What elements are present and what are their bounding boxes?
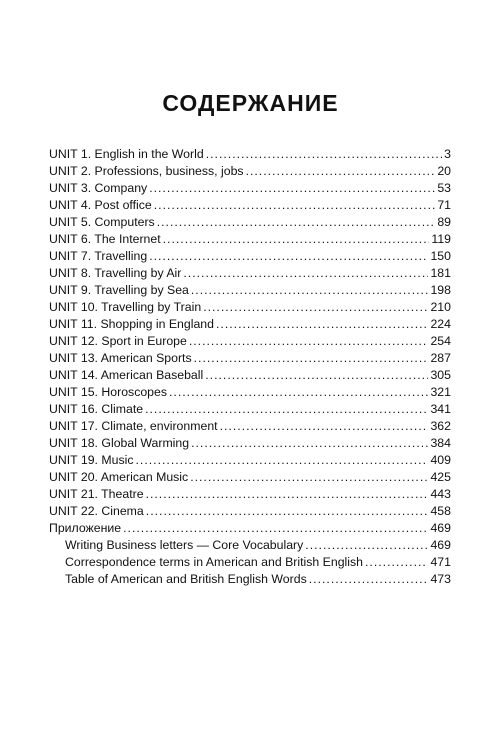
toc-entry-label: Table of American and British English Words <box>65 572 307 586</box>
dot-leader <box>145 401 428 418</box>
toc-page-number: 119 <box>431 232 451 246</box>
dot-leader <box>305 537 428 554</box>
toc-entry <box>49 146 451 163</box>
toc-entry-label: UNIT 9. Travelling by Sea <box>49 283 189 297</box>
toc-entry-label: UNIT 3. Company <box>49 181 148 195</box>
toc-page-number: 469 <box>430 538 451 552</box>
toc-subentry <box>49 554 451 571</box>
toc-entry-label: UNIT 15. Horoscopes <box>49 385 168 399</box>
toc-entry <box>49 265 451 282</box>
toc-page-number: 425 <box>430 470 451 484</box>
toc-page-number: 471 <box>430 555 451 569</box>
toc-entry <box>49 503 451 520</box>
toc-page-number: 443 <box>430 487 451 501</box>
toc-page-number: 210 <box>430 300 451 314</box>
toc-entry-label: UNIT 7. Travelling <box>49 249 148 263</box>
toc-entry-label: UNIT 10. Travelling by Train <box>49 300 202 314</box>
toc-entry-label: Writing Business letters — Core Vocabulary <box>65 538 304 552</box>
toc-entry <box>49 486 451 503</box>
toc-page-number: 3 <box>444 147 451 161</box>
dot-leader <box>191 435 428 452</box>
toc-entry <box>49 180 451 197</box>
toc-entry <box>49 520 451 537</box>
dot-leader <box>309 571 429 588</box>
toc-entry-label: UNIT 18. Global Warming <box>49 436 190 450</box>
toc-entry <box>49 469 451 486</box>
dot-leader <box>157 214 436 231</box>
dot-leader <box>183 265 428 282</box>
toc-entry-label: UNIT 12. Sport in Europe <box>49 334 187 348</box>
toc-page-number: 53 <box>437 181 451 195</box>
toc-page-number: 224 <box>430 317 451 331</box>
toc-entry <box>49 299 451 316</box>
toc-entry-label: UNIT 22. Cinema <box>49 504 144 518</box>
toc-entry-label: UNIT 21. Theatre <box>49 487 144 501</box>
dot-leader <box>365 554 428 571</box>
dot-leader <box>189 333 429 350</box>
dot-leader <box>205 367 428 384</box>
dot-leader <box>220 418 429 435</box>
toc-entry-label: UNIT 13. American Sports <box>49 351 192 365</box>
table-of-contents <box>49 146 451 588</box>
toc-page-number: 198 <box>430 283 451 297</box>
toc-entry <box>49 367 451 384</box>
toc-page-number: 20 <box>437 164 451 178</box>
toc-page-number: 458 <box>430 504 451 518</box>
toc-page-number: 71 <box>437 198 451 212</box>
toc-entry-label: UNIT 6. The Internet <box>49 232 161 246</box>
dot-leader <box>146 486 429 503</box>
toc-entry-label: UNIT 14. American Baseball <box>49 368 204 382</box>
toc-page-number: 321 <box>430 385 451 399</box>
toc-entry <box>49 248 451 265</box>
toc-entry-label: UNIT 19. Music <box>49 453 134 467</box>
toc-subentry <box>49 537 451 554</box>
dot-leader <box>163 231 430 248</box>
toc-entry <box>49 163 451 180</box>
toc-page-number: 409 <box>430 453 451 467</box>
toc-entry-label: Correspondence terms in American and British English <box>65 555 364 569</box>
toc-entry <box>49 197 451 214</box>
toc-entry-label: UNIT 8. Travelling by Air <box>49 266 182 280</box>
dot-leader <box>136 452 429 469</box>
toc-page-number: 384 <box>430 436 451 450</box>
dot-leader <box>246 163 436 180</box>
toc-entry-label: UNIT 16. Climate <box>49 402 144 416</box>
toc-entry-label: UNIT 1. English in the World <box>49 147 204 161</box>
toc-entry <box>49 384 451 401</box>
toc-page-number: 254 <box>430 334 451 348</box>
toc-subentry <box>49 571 451 588</box>
toc-page-number: 181 <box>430 266 451 280</box>
toc-entry-label: Приложение <box>49 521 122 535</box>
toc-entry <box>49 316 451 333</box>
toc-entry <box>49 418 451 435</box>
toc-page-number: 305 <box>430 368 451 382</box>
toc-page-number: 469 <box>430 521 451 535</box>
dot-leader <box>149 180 435 197</box>
toc-entry <box>49 350 451 367</box>
toc-entry-label: UNIT 5. Computers <box>49 215 155 229</box>
toc-entry <box>49 452 451 469</box>
toc-entry-label: UNIT 11. Shopping in England <box>49 317 214 331</box>
page-title: СОДЕРЖАНИЕ <box>162 90 339 116</box>
dot-leader <box>190 469 428 486</box>
toc-entry-label: UNIT 17. Climate, environment <box>49 419 218 433</box>
toc-entry-label: UNIT 4. Post office <box>49 198 152 212</box>
toc-page-number: 473 <box>430 572 451 586</box>
dot-leader <box>169 384 428 401</box>
toc-page-number: 362 <box>430 419 451 433</box>
toc-page-number: 341 <box>430 402 451 416</box>
toc-entry <box>49 435 451 452</box>
dot-leader <box>194 350 429 367</box>
dot-leader <box>146 503 429 520</box>
toc-page-number: 89 <box>437 215 451 229</box>
dot-leader <box>154 197 436 214</box>
toc-entry <box>49 214 451 231</box>
dot-leader <box>206 146 442 163</box>
dot-leader <box>216 316 428 333</box>
dot-leader <box>203 299 428 316</box>
dot-leader <box>123 520 428 537</box>
toc-entry-label: UNIT 2. Professions, business, jobs <box>49 164 244 178</box>
dot-leader <box>191 282 429 299</box>
dot-leader <box>149 248 428 265</box>
toc-page-number: 150 <box>430 249 451 263</box>
toc-page-number: 287 <box>430 351 451 365</box>
toc-entry <box>49 282 451 299</box>
toc-entry-label: UNIT 20. American Music <box>49 470 189 484</box>
toc-entry <box>49 231 451 248</box>
toc-entry <box>49 333 451 350</box>
toc-entry <box>49 401 451 418</box>
